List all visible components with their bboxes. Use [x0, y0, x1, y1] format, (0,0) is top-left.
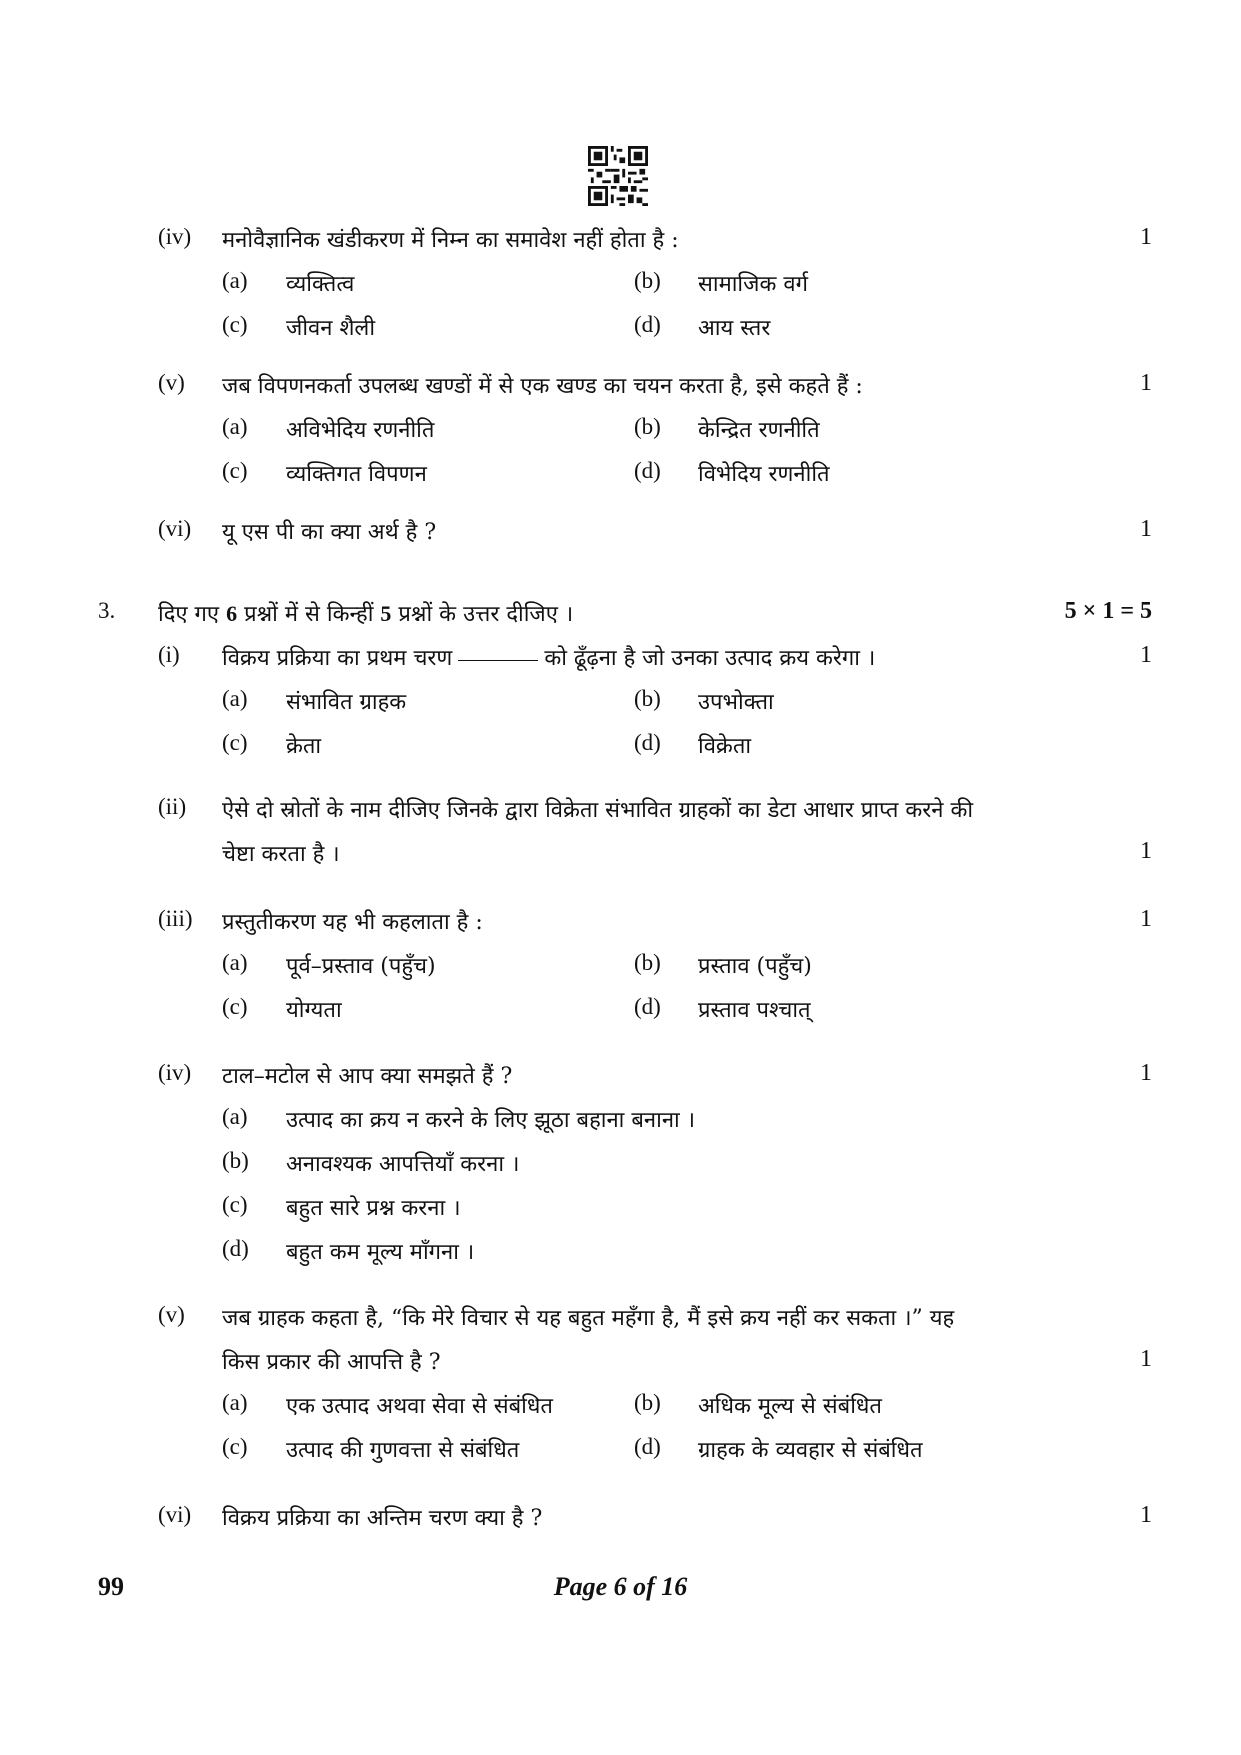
question-number: 3. [98, 598, 116, 623]
marks: 1 [1140, 516, 1152, 542]
option-text: एक उत्पाद अथवा सेवा से संबंधित [286, 1394, 553, 1419]
option-label: (b) [634, 268, 661, 293]
option-text: आय स्तर [698, 316, 771, 341]
marks: 5 × 1 = 5 [1064, 598, 1152, 624]
marks: 1 [1140, 1502, 1152, 1528]
option-label: (c) [222, 312, 248, 337]
question-instruction: दिए गए 6 प्रश्नों में से किन्हीं 5 प्रश्नों के उत्तर दीजिए । [158, 601, 574, 627]
option-text: सामाजिक वर्ग [698, 272, 808, 297]
marks: 1 [1140, 1060, 1152, 1086]
marks: 1 [1140, 224, 1152, 250]
option-text: ग्राहक के व्यवहार से संबंधित [698, 1438, 923, 1463]
option-text: केन्द्रित रणनीति [698, 418, 820, 443]
option-text: व्यक्तिगत विपणन [286, 462, 427, 487]
option-text: प्रस्ताव पश्चात् [698, 998, 811, 1023]
page-number: Page 6 of 16 [553, 1572, 688, 1601]
question-text: प्रस्तुतीकरण यह भी कहलाता है : [222, 910, 483, 935]
question-number: (ii) [158, 794, 187, 819]
paper-code: 99 [98, 1572, 124, 1601]
option-text: अविभेदिय रणनीति [286, 418, 435, 443]
option-label: (b) [222, 1148, 249, 1173]
option-text: उत्पाद की गुणवत्ता से संबंधित [286, 1438, 520, 1463]
option-text: पूर्व–प्रस्ताव (पहुँच) [286, 954, 436, 979]
option-label: (c) [222, 994, 248, 1019]
option-label: (b) [634, 1390, 661, 1415]
question-text: विक्रय प्रक्रिया का प्रथम चरण को ढूँढ़ना है जो उनका उत्पाद क्रय करेगा । [222, 646, 876, 671]
fill-blank [458, 660, 538, 661]
option-text: अनावश्यक आपत्तियाँ करना । [286, 1152, 520, 1177]
option-label: (d) [634, 730, 661, 755]
question-text: जब ग्राहक कहता है, “कि मेरे विचार से यह बहुत महँगा है, मैं इसे क्रय नहीं कर सकता ।” यह [222, 1306, 955, 1331]
option-label: (a) [222, 1390, 248, 1415]
option-label: (a) [222, 1104, 248, 1129]
option-label: (c) [222, 730, 248, 755]
option-label: (d) [634, 312, 661, 337]
option-label: (c) [222, 1434, 248, 1459]
option-text: अधिक मूल्य से संबंधित [698, 1394, 882, 1419]
question-text: टाल–मटोल से आप क्या समझते हैं ? [222, 1064, 513, 1089]
option-label: (d) [634, 994, 661, 1019]
option-text: उत्पाद का क्रय न करने के लिए झूठा बहाना बनाना । [286, 1108, 696, 1133]
option-text: प्रस्ताव (पहुँच) [698, 954, 812, 979]
question-number: (iv) [158, 1060, 192, 1085]
option-label: (d) [222, 1236, 249, 1261]
option-label: (a) [222, 414, 248, 439]
question-number: (vi) [158, 516, 192, 541]
option-text: बहुत सारे प्रश्न करना । [286, 1196, 461, 1221]
marks: 1 [1140, 906, 1152, 932]
option-label: (b) [634, 950, 661, 975]
marks: 1 [1140, 642, 1152, 668]
option-text: क्रेता [286, 734, 322, 759]
option-text: संभावित ग्राहक [286, 690, 407, 715]
marks: 1 [1140, 370, 1152, 396]
question-number: (iv) [158, 224, 192, 249]
question-text: किस प्रकार की आपत्ति है ? [222, 1350, 441, 1375]
question-text: मनोवैज्ञानिक खंडीकरण में निम्न का समावेश नहीं होता है : [222, 228, 679, 253]
question-number: (v) [158, 1302, 185, 1327]
option-label: (d) [634, 458, 661, 483]
qr-code [588, 146, 648, 206]
question-number: (iii) [158, 906, 193, 931]
option-text: योग्यता [286, 998, 342, 1023]
marks: 1 [1140, 1346, 1152, 1372]
question-number: (vi) [158, 1502, 192, 1527]
option-text: उपभोक्ता [698, 690, 774, 715]
option-label: (b) [634, 686, 661, 711]
option-label: (b) [634, 414, 661, 439]
question-text: यू एस पी का क्या अर्थ है ? [222, 520, 437, 545]
option-text: विक्रेता [698, 734, 752, 759]
option-label: (a) [222, 686, 248, 711]
question-text: जब विपणनकर्ता उपलब्ध खण्डों में से एक खण्ड का चयन करता है, इसे कहते हैं : [222, 374, 863, 399]
marks: 1 [1140, 838, 1152, 864]
option-text: बहुत कम मूल्य माँगना । [286, 1240, 475, 1265]
question-number: (i) [158, 642, 180, 667]
option-label: (d) [634, 1434, 661, 1459]
question-text: चेष्टा करता है । [222, 842, 340, 867]
option-text: विभेदिय रणनीति [698, 462, 830, 487]
option-text: जीवन शैली [286, 316, 376, 341]
question-text: विक्रय प्रक्रिया का अन्तिम चरण क्या है ? [222, 1506, 543, 1531]
option-label: (a) [222, 268, 248, 293]
question-number: (v) [158, 370, 185, 395]
option-text: व्यक्तित्व [286, 272, 355, 297]
question-text: ऐसे दो स्रोतों के नाम दीजिए जिनके द्वारा विक्रेता संभावित ग्राहकों का डेटा आधार प्राप्त करने की [222, 798, 974, 823]
option-label: (a) [222, 950, 248, 975]
option-label: (c) [222, 1192, 248, 1217]
option-label: (c) [222, 458, 248, 483]
